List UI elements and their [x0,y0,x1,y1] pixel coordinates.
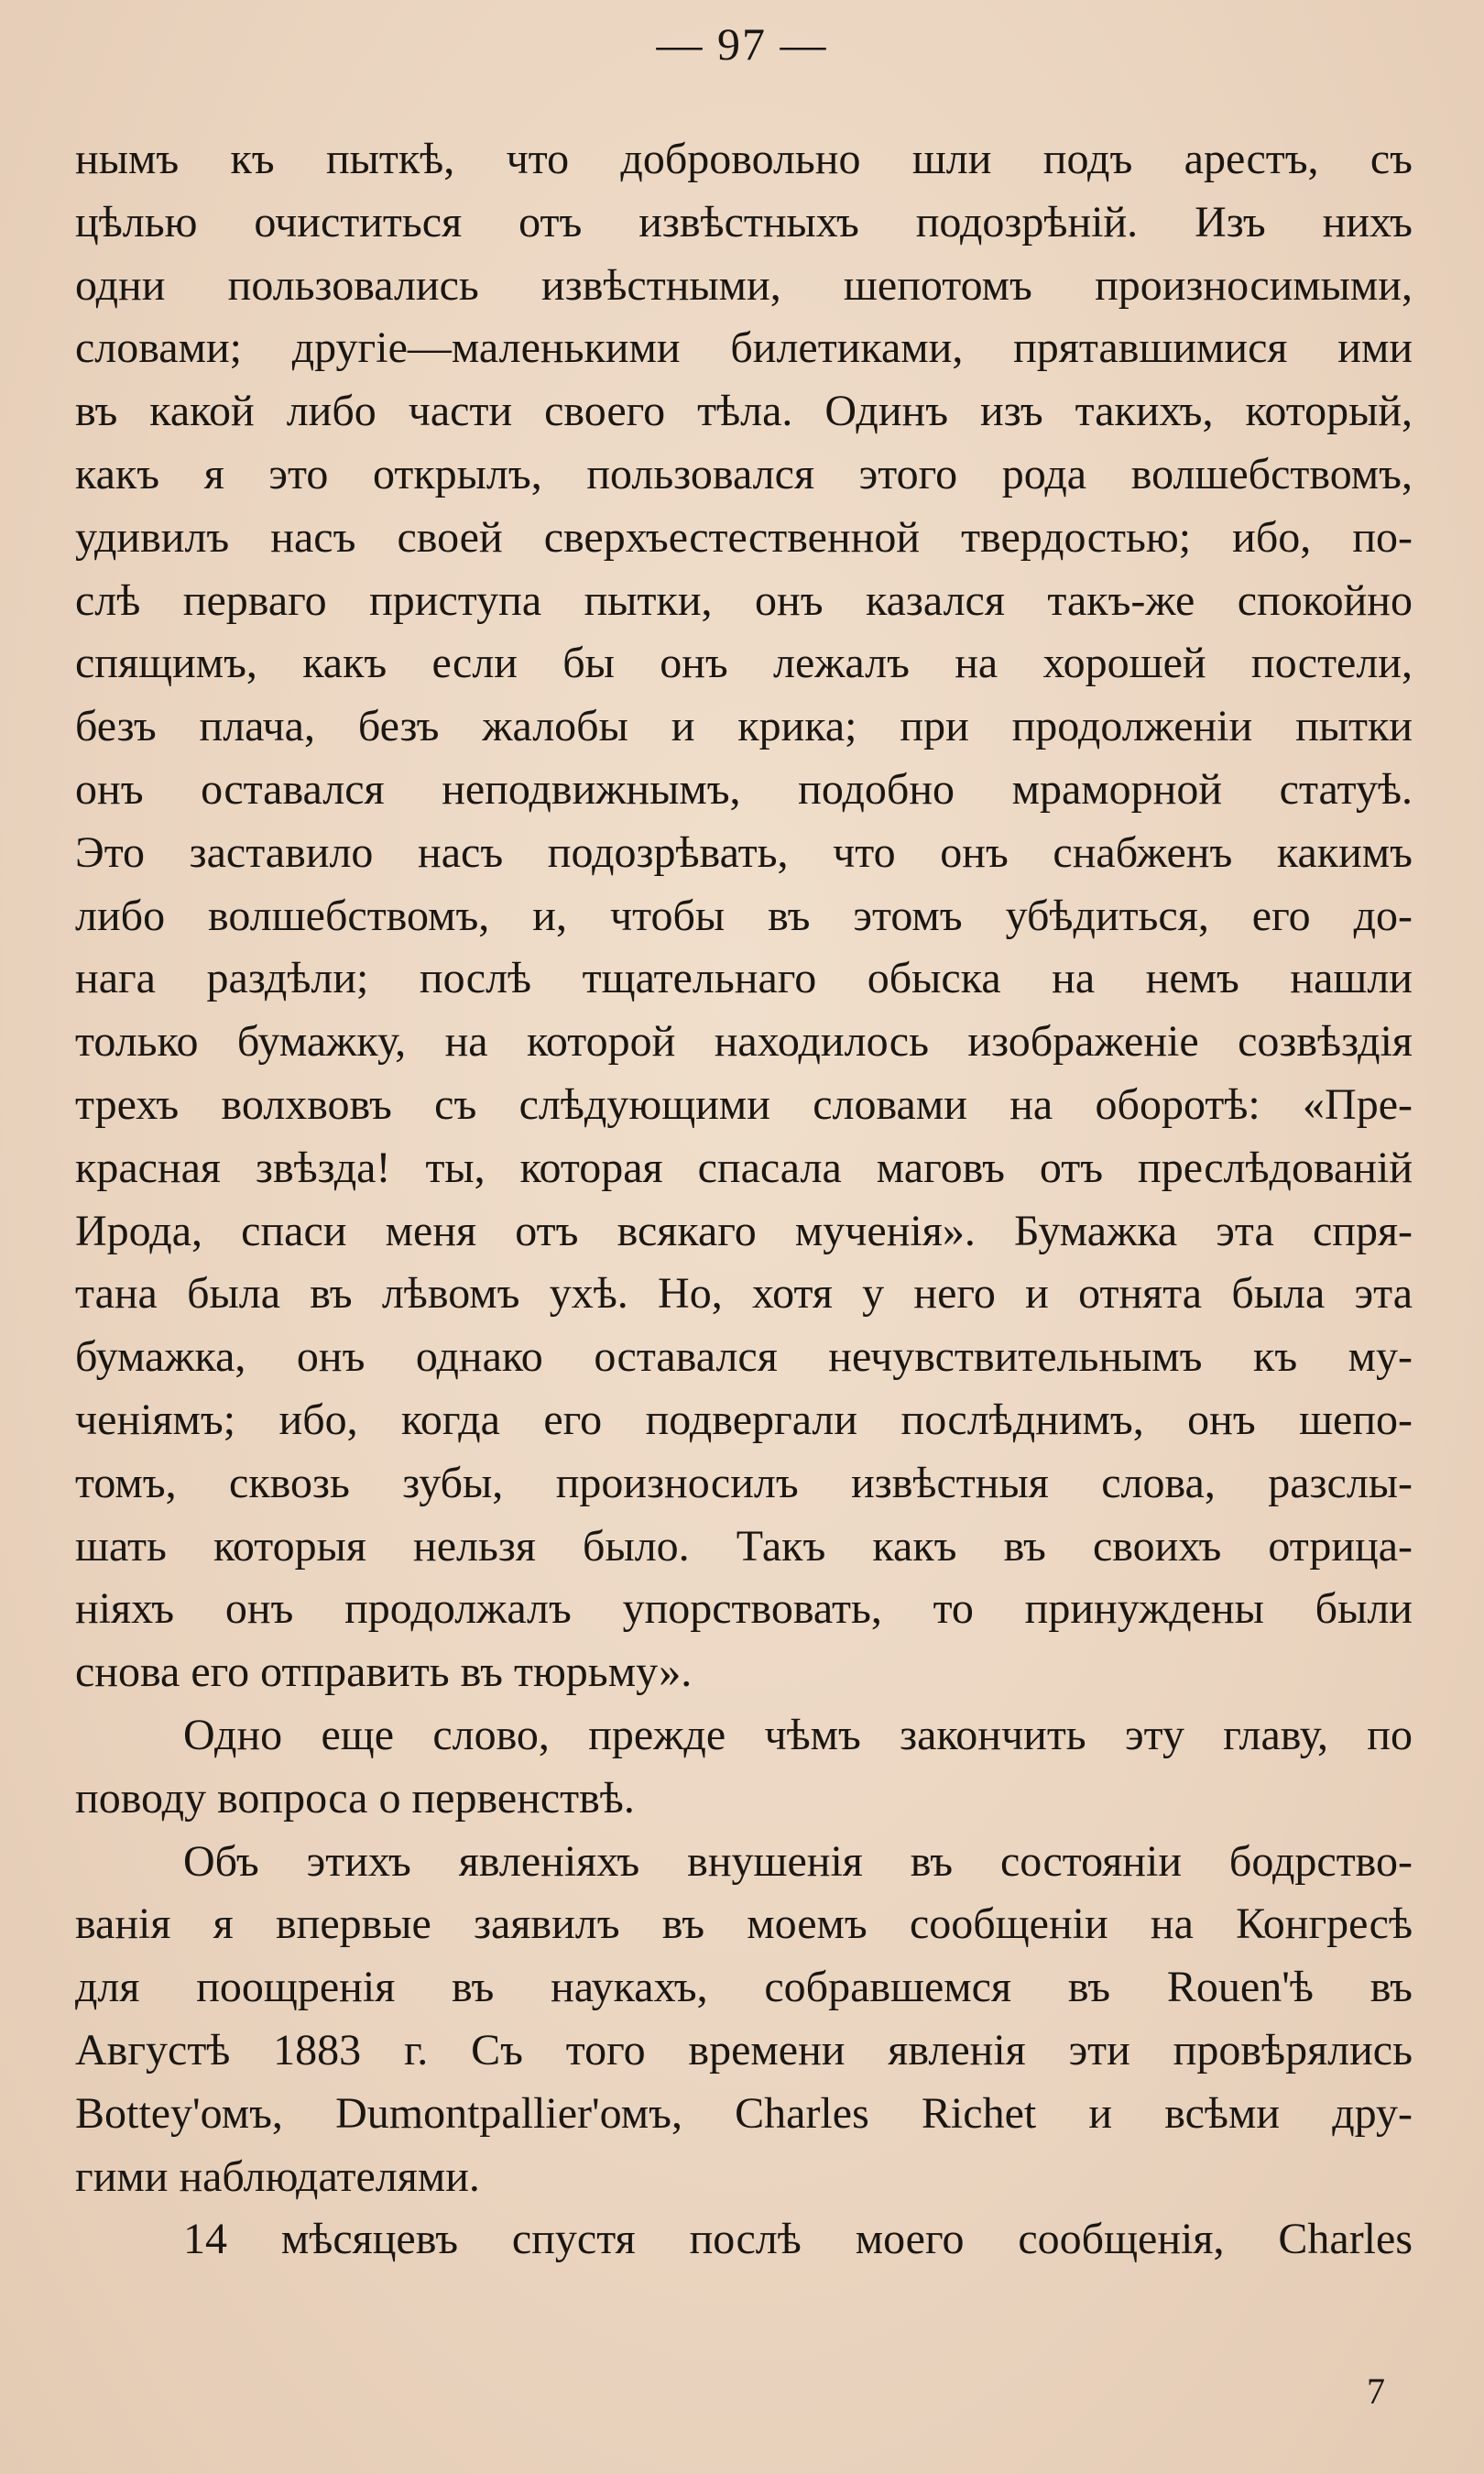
body-text [75,128,1413,2271]
text-line: одни пользовались извѣстными, шепотомъ произносимыми, [75,260,1413,310]
text-line: какъ я это открылъ, пользовался этого рода волшебствомъ, [75,449,1413,498]
text-line: безъ плача, безъ жалобы и крика; при продолженіи пытки [75,702,1413,751]
text-line: Августѣ 1883 г. Съ того времени явленія эти провѣрялись [75,2025,1413,2074]
text-line: Bottey'омъ, Dumontpallier'омъ, Charles Richet и всѣми дру- [75,2088,1413,2138]
text-line: Объ этихъ явленіяхъ внушенія въ состояніи бодрство- [183,1836,1413,1886]
text-line: Одно еще слово, прежде чѣмъ закончить эту главу, по [183,1710,1413,1759]
text-line: онъ оставался неподвижнымъ, подобно мраморной статуѣ. [75,764,1413,814]
text-line: удивилъ насъ своей сверхъестественной твердостью; ибо, по- [75,512,1413,562]
text-line: только бумажку, на которой находилось изображеніе созвѣздія [75,1017,1413,1067]
text-line: Ирода, спаси меня отъ всякаго мученія». Бумажка эта спря- [75,1206,1413,1255]
text-line: красная звѣзда! ты, которая спасала маговъ отъ преслѣдованій [75,1143,1413,1192]
text-line: томъ, сквозь зубы, произносилъ извѣстныя слова, разслы- [75,1458,1413,1507]
text-line: словами; другіе—маленькими билетиками, прятавшимися ими [75,323,1413,373]
text-line: гими наблюдателями. [75,2151,480,2201]
text-line: либо волшебствомъ, и, чтобы въ этомъ убѣдиться, его до- [75,891,1413,940]
text-line: трехъ волхвовъ съ слѣдующими словами на оборотѣ: «Пре- [75,1079,1413,1129]
text-line: спящимъ, какъ если бы онъ лежалъ на хорошей постели, [75,639,1413,688]
text-line: нага раздѣли; послѣ тщательнаго обыска на немъ нашли [75,954,1413,1003]
text-line: въ какой либо части своего тѣла. Одинъ изъ такихъ, который, [75,387,1413,436]
text-line: бумажка, онъ однако оставался нечувствительнымъ къ му- [75,1332,1413,1382]
text-line: снова его отправить въ тюрьму». [75,1648,693,1697]
text-line: цѣлью очиститься отъ извѣстныхъ подозрѣній. Изъ нихъ [75,197,1413,246]
text-line: для поощренія въ наукахъ, собравшемся въ Rouen'ѣ въ [75,1963,1413,2012]
text-line: 14 мѣсяцевъ спустя послѣ моего сообщенія, Charles [183,2215,1413,2264]
signature-mark: 7 [1367,2370,1385,2412]
text-line: ченіямъ; ибо, когда его подвергали послѣднимъ, онъ шепо- [75,1395,1413,1444]
text-line: ніяхъ онъ продолжалъ упорствовать, то принуждены были [75,1584,1413,1634]
text-line: ванія я впервые заявилъ въ моемъ сообщеніи на Конгресѣ [75,1899,1413,1949]
page-number: — 97 — [656,18,828,70]
text-line: тана была въ лѣвомъ ухѣ. Но, хотя у него и отнята была эта [75,1269,1413,1319]
text-line: Это заставило насъ подозрѣвать, что онъ снабженъ какимъ [75,827,1413,877]
text-line: шать которыя нельзя было. Такъ какъ въ своихъ отрица- [75,1521,1413,1571]
text-line: нымъ къ пыткѣ, что добровольно шли подъ арестъ, съ [75,135,1413,183]
text-line: слѣ перваго приступа пытки, онъ казался такъ-же спокойно [75,575,1413,625]
text-line: поводу вопроса о первенствѣ. [75,1773,635,1823]
